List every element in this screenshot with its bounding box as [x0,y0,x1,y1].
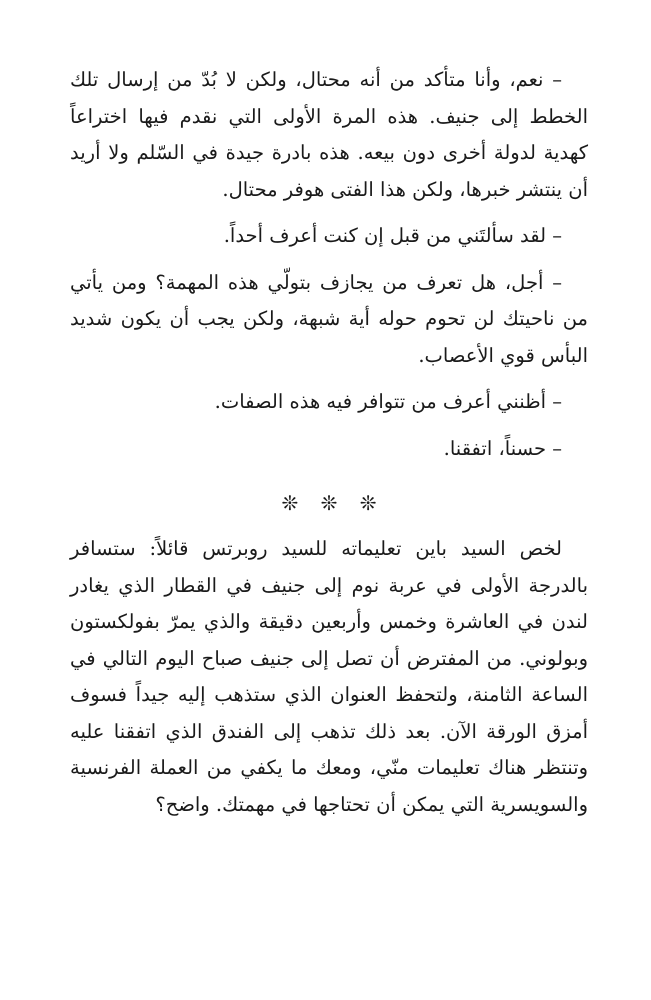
dialog-paragraph-4: – أظنني أعرف من تتوافر فيه هذه الصفات. [70,384,588,421]
dialog-paragraph-3: – أجل، هل تعرف من يجازف بتولّي هذه المهمة؟ ومن يأتي من ناحيتك لن تحوم حوله أية شبهة، ولكن يجب أن يكون شديد البأس قوي الأعصاب. [70,265,588,375]
book-page [70,62,588,823]
section-separator [70,485,588,521]
separator-ornament-icon: ❊ [320,491,338,515]
narrative-paragraph: لخص السيد باين تعليماته للسيد روبرتس قائلاً: ستسافر بالدرجة الأولى في عربة نوم إلى جنيف في القطار الذي يغادر لندن في العاشرة وخمس وأربعين دقيقة والذي يمرّ بفولكستون وبولوني. من المفترض أن تصل إلى جنيف صباح اليوم التالي في الساعة الثامنة، ولتحفظ العنوان الذي ستذهب إليه جيداً فسوف أمزق الورقة الآن. بعد ذلك تذهب إلى الفندق الذي اتفقنا عليه وتنتظر هناك تعليمات منّي، ومعك ما يكفي من العملة الفرنسية والسويسرية التي يمكن أن تحتاجها في مهمتك. واضح؟ [70,537,588,816]
paragraph-gap [70,208,588,218]
paragraph-gap [70,467,588,479]
paragraph-gap [70,255,588,265]
separator-ornament-icon: ❊ [359,491,377,515]
paragraph-gap [70,421,588,431]
separator-ornament-icon: ❊ [281,491,299,515]
dialog-paragraph-5: – حسناً، اتفقنا. [70,431,588,468]
paragraph-gap [70,374,588,384]
dialog-paragraph-1: – نعم، وأنا متأكد من أنه محتال، ولكن لا بُدّ من إرسال تلك الخطط إلى جنيف. هذه المرة الأولى التي نقدم فيها اختراعاً كهدية لدولة أخرى دون بيعه. هذه بادرة جيدة في السّلم ولا أريد أن ينتشر خبرها، ولكن هذا الفتى هوفر محتال. [70,62,588,208]
dialog-paragraph-2: – لقد سألتَني من قبل إن كنت أعرف أحداً. [70,218,588,255]
